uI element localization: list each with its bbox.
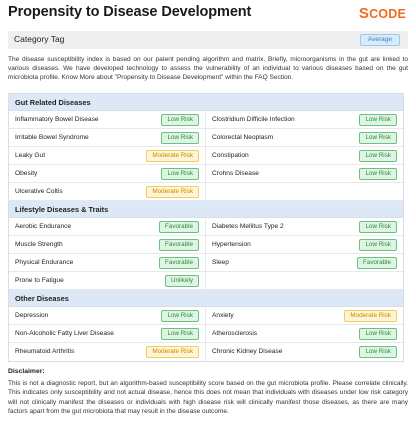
table-row: [9, 165, 403, 183]
disclaimer-text: This is not a diagnostic report, but an algorithm-based susceptibility score based on the gut microbiota profile. Please correlate clinically. This indicates only susceptibility and not actual disease, hence this does not mean that individuals with diseases under low risk category will not clinically manifest the diseases or individuals with high disease risk will clinically manifest those diseases, as there are many factors apart from the gut microbiota that may result in the disease outcome.: [8, 380, 408, 416]
section-header: Gut Related Diseases: [9, 94, 403, 111]
category-tag-label: Category Tag: [14, 34, 65, 44]
disease-name: Muscle Strength: [15, 241, 63, 248]
disease-name: Chronic Kidney Disease: [212, 348, 283, 355]
table-row: [9, 343, 403, 361]
disease-cell: [206, 129, 403, 146]
disease-cell: [9, 325, 206, 342]
risk-badge: Favorable: [159, 239, 199, 251]
disease-cell: [206, 147, 403, 164]
risk-badge: Low Risk: [161, 328, 199, 340]
page-title: Propensity to Disease Development: [8, 4, 252, 20]
table-row: [9, 307, 403, 325]
category-status-badge: Average: [360, 34, 400, 46]
risk-badge: Low Risk: [161, 168, 199, 180]
table-row: [9, 236, 403, 254]
disease-cell: [9, 343, 206, 361]
risk-badge: Unlikely: [165, 275, 199, 287]
disease-name: Anxiety: [212, 312, 234, 319]
risk-badge: Low Risk: [161, 310, 199, 322]
disease-cell: [206, 165, 403, 182]
disease-name: Prone to Fatigue: [15, 277, 64, 284]
disease-name: Crohns Disease: [212, 170, 259, 177]
risk-badge: Low Risk: [161, 114, 199, 126]
disclaimer-title: Disclaimer:: [8, 368, 45, 375]
risk-badge: Moderate Risk: [146, 186, 199, 198]
disease-cell: [206, 236, 403, 253]
category-tag-bar: [8, 31, 408, 49]
section-header: Other Diseases: [9, 290, 403, 307]
disease-name: Clostridium Difficile Infection: [212, 116, 295, 123]
disease-cell: [206, 254, 403, 271]
disease-cell: [9, 254, 206, 271]
logo-text: CODE: [369, 7, 406, 21]
risk-badge: Favorable: [159, 221, 199, 233]
logo-s-mark: S: [358, 5, 370, 22]
disease-name: Non-Alcoholic Fatty Liver Disease: [15, 330, 114, 337]
disease-cell: [206, 307, 403, 324]
disease-name: Sleep: [212, 259, 229, 266]
risk-badge: Low Risk: [359, 150, 397, 162]
disease-cell: [9, 218, 206, 235]
disease-cell: [9, 111, 206, 128]
disease-name: Irritable Bowel Syndrome: [15, 134, 89, 141]
table-row: [9, 129, 403, 147]
disease-name: Physical Endurance: [15, 259, 74, 266]
risk-badge: Low Risk: [359, 168, 397, 180]
disease-cell: [206, 325, 403, 342]
section-header: Lifestyle Diseases & Traits: [9, 201, 403, 218]
intro-paragraph: The disease susceptibility index is based on our patent pending algorithm and matrix. Briefly, microorganisms in the gut are linked to various diseases. We have developed technology to assess the vulnerability of an individual to various diseases based on the gut microbiota profile. Know More about "Propensity to Disease Development" within the FAQ Section.: [8, 56, 408, 81]
risk-badge: Low Risk: [359, 346, 397, 358]
table-row: [9, 218, 403, 236]
disease-name: Colorectal Neoplasm: [212, 134, 274, 141]
disease-cell: [206, 343, 403, 361]
table-row: [9, 254, 403, 272]
risk-badge: Low Risk: [359, 328, 397, 340]
disease-cell: [9, 236, 206, 253]
disease-name: Ulcerative Coltis: [15, 188, 63, 195]
table-row: [9, 147, 403, 165]
disease-name: Atherosclerosis: [212, 330, 258, 337]
risk-badge: Low Risk: [161, 132, 199, 144]
disease-risk-table: [8, 93, 404, 362]
disease-name: Constipation: [212, 152, 249, 159]
risk-badge: Favorable: [159, 257, 199, 269]
table-row: [9, 183, 403, 201]
disease-cell: [206, 111, 403, 128]
disease-cell: [206, 218, 403, 235]
risk-badge: Low Risk: [359, 114, 397, 126]
risk-badge: Moderate Risk: [146, 150, 199, 162]
risk-badge: Low Risk: [359, 132, 397, 144]
disease-name: Inflammatory Bowel Disease: [15, 116, 99, 123]
disease-name: Rheumatoid Arthritis: [15, 348, 75, 355]
disease-cell: [9, 272, 206, 289]
disease-name: Hypertension: [212, 241, 251, 248]
disease-name: Leaky Gut: [15, 152, 46, 159]
table-row: [9, 272, 403, 290]
risk-badge: Moderate Risk: [344, 310, 397, 322]
risk-badge: Favorable: [357, 257, 397, 269]
disease-name: Obesity: [15, 170, 38, 177]
risk-badge: Low Risk: [359, 239, 397, 251]
disease-cell: [9, 147, 206, 164]
disease-cell: [9, 307, 206, 324]
brand-logo: [359, 5, 406, 22]
disease-cell: [206, 183, 403, 200]
disease-name: Depression: [15, 312, 49, 319]
risk-badge: Moderate Risk: [146, 346, 199, 358]
disease-name: Aerobic Endurance: [15, 223, 72, 230]
disease-cell: [9, 165, 206, 182]
disease-cell: [9, 183, 206, 200]
risk-badge: Low Risk: [359, 221, 397, 233]
table-row: [9, 325, 403, 343]
report-header: [8, 4, 408, 24]
disease-name: Diabetes Mellitus Type 2: [212, 223, 284, 230]
table-row: [9, 111, 403, 129]
disease-cell: [9, 129, 206, 146]
disease-cell: [206, 272, 403, 289]
